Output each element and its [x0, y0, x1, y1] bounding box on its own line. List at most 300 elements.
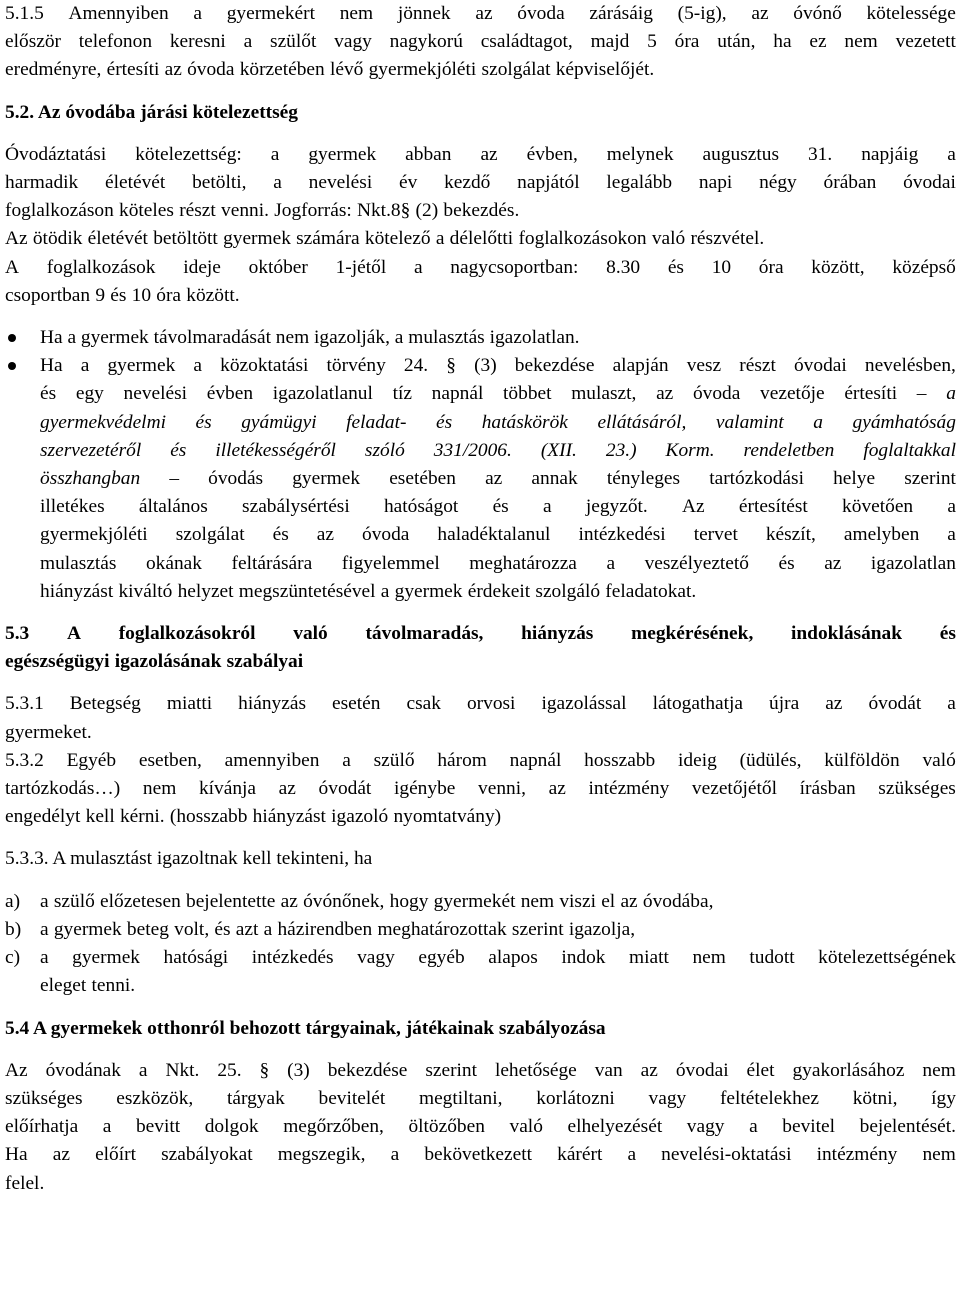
word: a [413, 256, 423, 278]
word: életévét [87, 228, 148, 250]
word: évben [206, 383, 254, 405]
word: gyermek [394, 580, 463, 602]
word: gyermek [223, 228, 291, 250]
word: tényleges [606, 468, 681, 490]
word: vagy [334, 31, 372, 53]
text-line [5, 56, 956, 84]
word: legalább [606, 172, 673, 194]
word: 23.) [605, 439, 637, 461]
word: a [40, 947, 49, 969]
word: (XII. [540, 439, 577, 461]
word: megtiltani, [418, 1087, 503, 1109]
word: lehetősége [494, 1059, 577, 1081]
word: között. [186, 284, 240, 306]
text-line [5, 719, 956, 747]
word: gyermek [107, 355, 176, 377]
word: (5-ig), [677, 3, 727, 24]
word: ideig [678, 749, 717, 771]
word: a [947, 524, 956, 546]
word: harmadik [5, 172, 79, 194]
word: értesíti [106, 59, 160, 81]
word: szolgáló [535, 580, 601, 602]
word: vagy [357, 947, 395, 969]
word: az [280, 890, 298, 912]
bullet-icon [8, 362, 16, 370]
word: távolmaradás, [365, 623, 484, 645]
word: miatt [629, 947, 669, 969]
word: ötödik [32, 228, 83, 250]
text-line [40, 521, 956, 549]
word: kárért [557, 1144, 603, 1166]
word: bevitt [135, 1116, 181, 1138]
word: az [480, 143, 498, 165]
paragraph-5-4 [5, 1057, 956, 1198]
word: a [627, 1144, 637, 1166]
word: óvodának [45, 1059, 121, 1081]
word: óvoda [692, 383, 741, 405]
word: az [751, 3, 769, 24]
word: az [52, 1144, 70, 1166]
word: Nkt.8§ [356, 200, 411, 222]
word: nyomtatvány) [393, 806, 502, 828]
word: és [272, 524, 289, 546]
word: házirendben [277, 918, 373, 940]
word: óvoda [517, 3, 565, 24]
word: foglalkozásokról [118, 623, 256, 645]
word: megszegik, [277, 1144, 366, 1166]
word: rendeletben [743, 439, 835, 461]
word: óvónőnek, [303, 890, 385, 912]
word: óvodai [903, 172, 956, 194]
word: annak [531, 468, 578, 490]
word: való [651, 228, 686, 250]
word: óvodába, [642, 890, 714, 912]
word: hiányzás [521, 623, 594, 645]
word: bekezdése [327, 1059, 408, 1081]
word: Korm. [665, 439, 715, 461]
word: helye [833, 468, 876, 490]
word: és [667, 256, 684, 278]
word: majd [590, 31, 630, 53]
word: nevelési [123, 383, 188, 405]
word: illetékes [40, 496, 105, 518]
text-line [40, 380, 956, 408]
word: hatóságot [383, 496, 459, 518]
text-line [5, 1141, 956, 1169]
word: kötelezettségének [818, 947, 956, 969]
word: napnál [509, 749, 562, 771]
word: és [170, 439, 187, 461]
word: bevitelét [318, 1087, 386, 1109]
text-line [5, 620, 956, 648]
word: meghatározottak [377, 918, 507, 940]
word: ellátásáról, [597, 411, 687, 433]
word: szolgálat [481, 59, 551, 81]
word: nem [520, 890, 555, 912]
word: az [475, 3, 493, 24]
word: feladat- [346, 411, 407, 433]
word: mulaszt, [571, 383, 637, 405]
word: bejelentette [186, 890, 276, 912]
word: volt, [174, 918, 210, 940]
word: szerint [904, 468, 956, 490]
word: figyelemmel [341, 552, 440, 574]
word: nem [692, 947, 726, 969]
word: 1-jétől [335, 256, 387, 278]
word: való [509, 1116, 543, 1138]
word: indok [561, 947, 606, 969]
word: nem [339, 3, 374, 24]
word: a [270, 143, 280, 165]
word: gyermek [292, 468, 361, 490]
word: igazolásának [114, 651, 222, 673]
word: tárgyak [226, 1087, 285, 1109]
text-line [40, 916, 956, 944]
word: és [492, 496, 509, 518]
word: hosszabb [584, 749, 656, 771]
word: 8.30 [606, 256, 641, 278]
word: a [947, 143, 956, 165]
word: vagy [686, 1116, 725, 1138]
word: a [243, 31, 253, 53]
word: amennyiben [224, 749, 320, 771]
word: megszüntetésével [238, 580, 376, 602]
word: kötelező [364, 228, 431, 250]
word: az [825, 693, 843, 715]
word: bevitel [782, 1116, 836, 1138]
heading-5-4: 5.4 A gyermekek otthonról behozott tárgyainak, játékainak szabályozása [5, 1017, 606, 1039]
word: órában [823, 172, 877, 194]
word: előzetesen [100, 890, 181, 912]
word: venni, [478, 778, 526, 800]
word: látogathatja [652, 693, 744, 715]
word: életévét [105, 172, 166, 194]
paragraph-obligation [5, 141, 956, 310]
text-line [40, 550, 956, 578]
bullet-item [5, 352, 956, 606]
word: telefonon [78, 31, 153, 53]
word: a [40, 918, 49, 940]
word: szabálysértési [242, 496, 350, 518]
word: venni. [221, 200, 269, 222]
list-marker: a) [5, 890, 21, 912]
word: a [606, 552, 616, 574]
word: bejelentését. [859, 1116, 956, 1138]
word: a [138, 1059, 148, 1081]
word: szülőt [270, 31, 317, 53]
word: egészségügyi [5, 651, 110, 673]
list-item [5, 944, 956, 1000]
word: intézkedési [578, 524, 666, 546]
word: esetben, [138, 749, 202, 771]
word: az [316, 524, 334, 546]
word: számára [296, 228, 360, 250]
text-line [40, 972, 956, 1000]
word: előírhatja [5, 1116, 79, 1138]
word: megőrzőben, [283, 1116, 384, 1138]
word: csoportban [5, 284, 91, 306]
word: vesz [686, 355, 722, 377]
word: óra [674, 31, 700, 53]
word: igazolással [541, 693, 627, 715]
word: 5 [647, 31, 657, 53]
word: óvoda [362, 524, 410, 546]
text-line [5, 282, 956, 310]
word: § [259, 1059, 270, 1081]
word: 5.3.2 [5, 749, 44, 771]
word: igazolja, [568, 918, 636, 940]
word: amelyben [843, 524, 920, 546]
word: óvodát [868, 693, 922, 715]
word: 5.3.1 [5, 693, 44, 715]
word: hiányzást [252, 806, 326, 828]
word: általános [138, 496, 208, 518]
word: szabályokat [161, 1144, 253, 1166]
word: a [435, 228, 445, 250]
word: hiányzást [40, 580, 114, 602]
word: értesítést [738, 496, 808, 518]
word: foglalkozásokon [518, 228, 647, 250]
word: indoklásának [791, 623, 903, 645]
word: igénybe [393, 778, 456, 800]
word: gyermek [308, 143, 377, 165]
word: évben, [526, 143, 578, 165]
word: megkérésének, [631, 623, 754, 645]
word: veszélyeztető [644, 552, 749, 574]
word: illetékességéről [215, 439, 336, 461]
word: nagykorú [389, 31, 463, 53]
word: a [193, 3, 202, 24]
word: 10 [711, 256, 732, 278]
text-line [5, 1113, 956, 1141]
word: gyermeket. [5, 721, 92, 743]
word: a [749, 1116, 758, 1138]
word: mulasztás [40, 552, 117, 574]
text-line [5, 1085, 956, 1113]
word: bekövetkezett [424, 1144, 533, 1166]
text-line [5, 0, 956, 28]
word: kötelessége [866, 3, 956, 24]
word: a [390, 1144, 400, 1166]
word: feltárására [231, 552, 313, 574]
word: vezetett [895, 31, 956, 53]
word: A [5, 256, 20, 278]
word: az [656, 383, 674, 405]
word: – [916, 383, 927, 405]
text-line [40, 352, 956, 380]
word: és [939, 623, 956, 645]
heading-5-2: 5.2. Az óvodába járási kötelezettség [5, 101, 298, 123]
word: tartózkodási [709, 468, 804, 490]
word: 10 [131, 284, 152, 306]
word: értesíti [844, 383, 898, 405]
word: nevelésben, [864, 355, 956, 377]
word: október [248, 256, 308, 278]
word: vagy [648, 1087, 687, 1109]
word: a [102, 1116, 112, 1138]
word: óvónő [793, 3, 842, 24]
word: a [946, 383, 956, 405]
word: Ha [40, 355, 63, 377]
word: 31. [807, 143, 833, 165]
word: gyermekjóléti [40, 524, 148, 546]
word: ha [773, 31, 792, 53]
word: és [214, 918, 231, 940]
word: év [398, 172, 418, 194]
word: nem [142, 778, 177, 800]
word: esetében [389, 468, 456, 490]
word: kötni, [852, 1087, 898, 1109]
word: Egyéb [66, 749, 117, 771]
bullet-item [5, 324, 956, 352]
word: gyermek [53, 918, 122, 940]
word: élet [746, 1059, 775, 1081]
word: jegyzőt. [585, 496, 648, 518]
word: feladatokat. [605, 580, 697, 602]
word: újra [769, 693, 800, 715]
word: 5.1.5 [5, 3, 44, 24]
word: augusztus [702, 143, 779, 165]
word: vezetője [760, 383, 825, 405]
word: (3) [474, 355, 497, 377]
word: igazolatlanul [272, 383, 373, 405]
word: részt [739, 355, 776, 377]
word: ez [809, 31, 827, 53]
word: írásban [799, 778, 856, 800]
paragraph-5-3-2 [5, 747, 956, 832]
word: óvodai [675, 1059, 729, 1081]
word: elhelyezését [567, 1116, 663, 1138]
word: engedélyt [5, 806, 81, 828]
word: családtagot, [480, 31, 573, 53]
word: a [542, 496, 552, 518]
word: (2) [415, 200, 439, 222]
paragraph-5-3-1 [5, 690, 956, 746]
paragraph-5-1-5 [5, 0, 956, 85]
word: Az [682, 496, 705, 518]
word: szerint [511, 918, 564, 940]
word: szülő [53, 890, 95, 912]
word: az [485, 468, 503, 490]
text-line [5, 141, 956, 169]
text-line [5, 169, 956, 197]
word: óvodát [318, 778, 372, 800]
word: követően [842, 496, 914, 518]
word: valamint [715, 411, 784, 433]
word: 24. [403, 355, 429, 377]
text-line [5, 197, 956, 225]
word: bekezdés. [443, 200, 520, 222]
word: nem [844, 31, 878, 53]
word: 9 [95, 284, 106, 306]
text-line [5, 254, 956, 282]
word: a [40, 890, 49, 912]
list-marker: c) [5, 947, 21, 969]
word: és [778, 552, 795, 574]
word: betöltött [153, 228, 218, 250]
word: alapján [612, 355, 669, 377]
word: intézkedés [251, 947, 334, 969]
text-line [5, 690, 956, 718]
word: körzetében [239, 59, 325, 81]
word: – [169, 468, 180, 490]
word: 5.3 [5, 623, 30, 645]
list-marker: b) [5, 918, 22, 940]
word: és [110, 284, 127, 306]
word: kötelezettség: [135, 143, 242, 165]
word: Jogforrás: [274, 200, 352, 222]
word: gyermekét [433, 890, 516, 912]
word: külföldön [824, 749, 900, 771]
word: készít, [765, 524, 816, 546]
word: felel. [5, 1172, 45, 1194]
word: (hosszabb [169, 806, 248, 828]
word: az [620, 890, 638, 912]
word: való [293, 623, 328, 645]
word: miatti [166, 693, 213, 715]
word: szabályai [226, 651, 304, 673]
text-line [5, 747, 956, 775]
word: öltözőben [408, 1116, 485, 1138]
list-item [5, 916, 956, 944]
word: azt [235, 918, 259, 940]
word: meghatározza [469, 552, 577, 574]
text-line [40, 409, 956, 437]
word: A [66, 623, 81, 645]
text-line [5, 803, 956, 831]
word: zárásáig [589, 3, 653, 24]
word: csak [406, 693, 441, 715]
text-line [5, 775, 956, 803]
list-item [5, 888, 956, 916]
bullet-icon [8, 334, 16, 342]
word: igazolatlan [870, 552, 956, 574]
word: hatósági [163, 947, 229, 969]
text-line [40, 944, 956, 972]
word: gyámhatóság [852, 411, 956, 433]
word: a [947, 496, 956, 518]
word: Betegség [69, 693, 141, 715]
word: bekezdése [514, 355, 595, 377]
word: gyámügyi [241, 411, 317, 433]
text-line [5, 28, 956, 56]
word: nevelési-oktatási [661, 1144, 792, 1166]
word: tartózkodás…) [5, 778, 121, 800]
word: igazoló [331, 806, 389, 828]
word: napjáig [861, 143, 919, 165]
word: feltételekhez [719, 1087, 819, 1109]
word: el [601, 890, 616, 912]
word: gyermekért [226, 3, 316, 24]
word: előírt [95, 1144, 136, 1166]
word: nem [922, 1059, 956, 1081]
word: és [436, 411, 453, 433]
word: betölti, [192, 172, 247, 194]
word: szóló [364, 439, 405, 461]
word: a [342, 749, 351, 771]
word: eleget [40, 975, 87, 997]
word: szervezetéről [40, 439, 142, 461]
word: köteles [119, 200, 174, 222]
word: § [446, 355, 456, 377]
word: között, [811, 256, 865, 278]
word: kívánja [198, 778, 257, 800]
word: összhangban [40, 468, 141, 490]
word: nevelési [308, 172, 373, 194]
word: abban [405, 143, 452, 165]
word: egyéb [418, 947, 465, 969]
word: nem [922, 1144, 956, 1166]
